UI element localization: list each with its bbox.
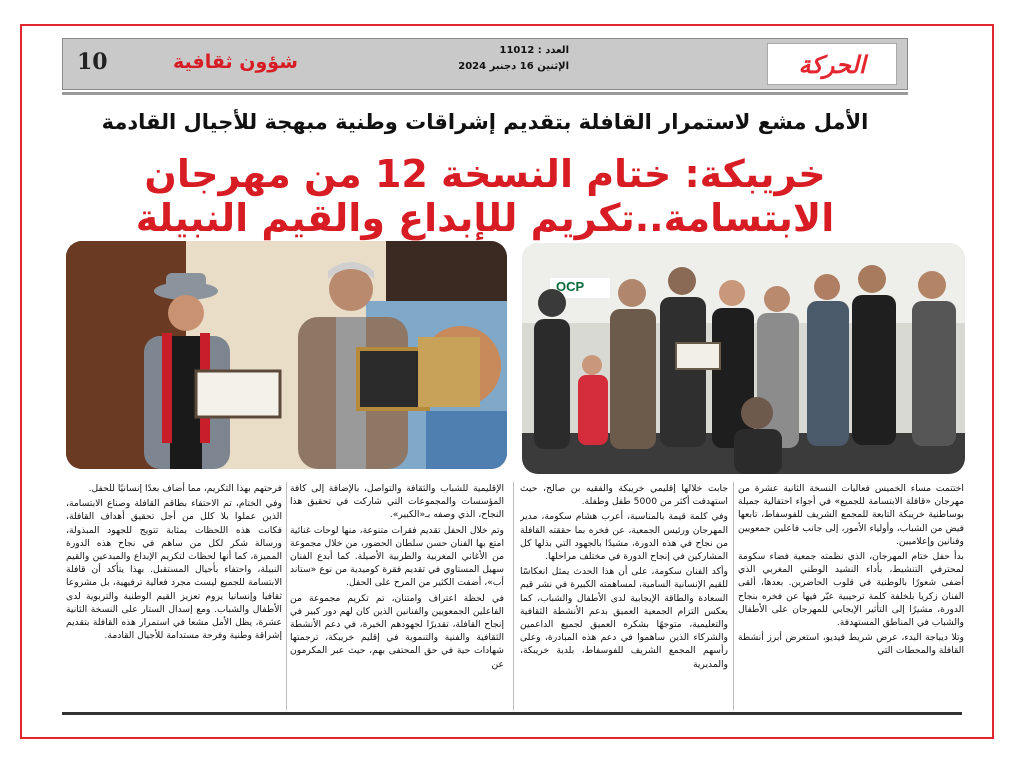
article-column-3	[290, 482, 504, 710]
paragraph: في لحظة اعتراف وامتنان، تم تكريم مجموعة من الفاعلين الجمعويين والفنانين الذين كان لهم دور كبير في إنجاح القافلة، تقديرًا لجهودهم الخيرة، في دعم الأنشطة الثقافية والفنية والتنموية في إقليم خريبكة، ترجمتها شهادات حية في حق المحتفى بهم، حيث عبر المكرمون عن	[290, 592, 504, 670]
paragraph: وفي كلمة قيمة بالمناسبة، أعرب هشام سكومة، مدير المهرجان ورئيس الجمعية، عن فخره بما حققته القافلة من نجاح في هذه الدورة، مشيدًا بالجهود التي بذلها كل المشاركين في إنجاح الدورة في مختلف مراحلها.	[520, 511, 728, 563]
header-divider	[62, 92, 908, 95]
group-photo	[522, 243, 965, 474]
paragraph: الإقليمية للشباب والثقافة والتواصل، بالإضافة إلى كافة المؤسسات والمجموعات التي شاركت في تحقيق هذا النجاح، الذي وصفه بـ«الكبير».	[290, 483, 504, 521]
column-divider	[286, 482, 287, 710]
article-column-4	[66, 482, 282, 710]
sponsor-banner-text: OCP	[556, 279, 585, 294]
honoring-ceremony-photo	[66, 241, 507, 469]
page-number: 10	[77, 49, 108, 75]
paragraph: فرحتهم بهذا التكريم، مما أضاف بعدًا إنسانيًا للحفل.	[88, 483, 282, 494]
paragraph: جابت خلالها إقليمي خريبكة والفقيه بن صالح، حيث استهدفت أكثر من 5000 طفل وطفلة.	[520, 483, 728, 508]
paragraph: بدأ حفل ختام المهرجان، الذي نظمته جمعية فضاء سكومة لمحترفي التنشيط، بأداء النشيد الوطني المغربي الذي أضفى شعورًا بالوطنية في قلوب الحاضرين. بعدها، ألقى الفنان زكريا بلخلفة كلمة ترحيبية عبّر فيها عن فخره بنجاح الدورة، مشيرًا إلى التأثير الإيجابي للمهرجان على الأطفال والشباب في المناطق المستهدفة.	[738, 551, 964, 629]
page-bottom-rule	[62, 712, 962, 715]
issue-info	[409, 43, 569, 75]
column-divider	[513, 482, 514, 710]
paragraph: وتم خلال الحفل تقديم فقرات متنوعة، منها لوحات غنائية امتع بها الفنان حسن سلطان الحضور، من خلال مجموعة من الأغاني المغربية والطربية الأصيلة. كما أبدع الفنان سهيل المستاوي في تقديم فقرة كوميدية من نوع «ستاند أب»، أضفت الكثير من المرح على الحفل.	[290, 524, 504, 589]
article-column-1	[738, 482, 964, 710]
page-header	[62, 38, 908, 90]
paragraph: وتلا ديباجة البدء، عرض شريط فيديو، استعرض أبرز أنشطة القافلة والمحطات التي	[738, 632, 964, 657]
logo-text: الحركة	[798, 49, 866, 79]
paragraph: اختتمت مساء الخميس فعاليات النسخة الثانية عشرة من مهرجان «قافلة الابتسامة للجميع» في أجواء احتفالية جميلة بوساطنية خريبكة التابعة للمجمع الشريف للفوسفاط، تابعها فيض من الشباب، وأولياء الأمور، إلى جانب فاعلين جمعويين وفنانين وإعلاميين.	[738, 483, 964, 547]
article-column-2	[520, 482, 728, 710]
article-subheadline: الأمل مشع لاستمرار القافلة بتقديم إشراقات وطنية مبهجة للأجيال القادمة	[101, 110, 869, 134]
issue-number: العدد : 11012	[499, 45, 569, 56]
column-divider	[733, 482, 734, 710]
article-headline: خريبكة: ختام النسخة 12 من مهرجان الابتسامة..تكريم للإبداع والقيم النبيلة	[135, 152, 835, 240]
newspaper-logo	[767, 43, 897, 85]
paragraph: وأكد الفنان سكومة، على أن هذا الحدث يمثل انعكاسًا للقيم الإنسانية السامية، لمساهمته الكبيرة في نشر قيم السعادة والطاقة الإيجابية لدى الأطفال والشباب، كما يعكس التزام الجمعية العميق بدعم الأنشطة الثقافية والتعليمية، متوجهًا بشكره العميق لجميع الداعمين والشركاء الذين ساهموا في دعم هذه المبادرة، وعلى رأسهم المجمع الشريف للفوسفاط، بلدية خريبكة، والمديرية	[520, 566, 728, 670]
issue-date: الإثنين 16 دجنبر 2024	[458, 61, 569, 72]
paragraph: وفي الختام، تم الاحتفاء بطاقم القافلة وصناع الابتسامة، الذين عملوا بلا كلل من أجل تحقيق أهداف القافلة، فكانت هذه اللحظات بمثابة تتويج للجهود المبذولة، ورسالة شكر لكل من ساهم في نجاح هذه الدورة المميزة، كما أنها لحظات لتكريم الإبداع والمبدعين والقيم النبيلة، واحتفاء بأجيال المستقبل. بهذا يتأكد أن قافلة الابتسامة للجميع ليست مجرد فعالية ترفيهية، بل مشروعا ثقافيا وإنسانيا يروم تعزيز القيم الوطنية والتربوية لدى الأطفال والشباب. ومع إسدال الستار على النسخة الثانية عشرة، يظل الأمل مشعا في استمرار هذه القافلة بتقديم إشراقة وطنية وفرحة مستدامة للأجيال القادمة.	[66, 498, 282, 642]
section-title: شؤون ثقافية	[173, 51, 298, 73]
